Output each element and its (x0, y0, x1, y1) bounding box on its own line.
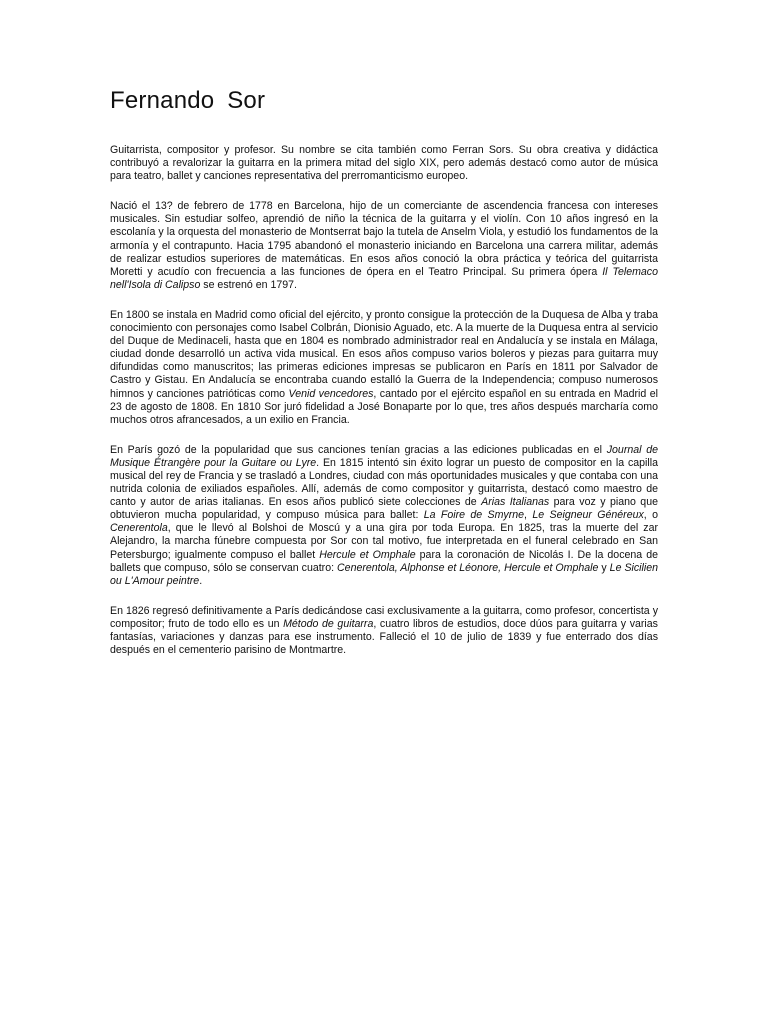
paragraph-text: En 1800 se instala en Madrid como oficial del ejército, y pronto consigue la protección de la Duquesa de Alba y traba conocimiento con personajes como Isabel Colbrán, Dionisio Aguado, etc. A la muerte de la Duquesa entra al servicio del Duque de Medinaceli, hasta que en 1804 es nombrado administrador real en Andalucía y se instala en Málaga, ciudad donde desarrolló un activa vida musical. En esos años compuso varios boleros y piezas para guitarra muy difundidas como manuscritos; las primeras ediciones impresas se publicaron en París en 1811 por Salvador de Castro y Gistau. En Andalucía se encontraba cuando estalló la Guerra de la Independencia; compuso numerosos himnos y canciones patrióticas como (110, 308, 658, 400)
italic-text: Cenerentola, Alphonse et Léonore, Hercule et Omphale (337, 561, 599, 574)
document-body (110, 144, 658, 657)
paragraph-text: , o (643, 509, 658, 522)
paragraph-text: se estrenó en 1797. (200, 278, 297, 291)
paragraph-text: para voz y piano que obtuvieron mucha popularidad, y compuso música para ballet: (110, 496, 658, 522)
paragraph-text: Nació el 13? de febrero de 1778 en Barcelona, hijo de un comerciante de ascendencia francesa con intereses musicales. Sin estudiar solfeo, aprendió de niño la técnica de la guitarra y el violín. Con 10 años ingresó en la escolanía y la orquesta del monasterio de Montserrat bajo la tutela de Anselm Viola, y estudió los fundamentos de la armonía y el contrapunto. Hacia 1795 abandonó el monasterio iniciando en Barcelona una carrera militar, además de realizar estudios superiores de matemáticas. En esos años conoció la obra práctica y teórica del guitarrista Moretti y acudío con frecuencia a las funciones de ópera en el Teatro Principal. Su primera ópera (110, 200, 658, 278)
paragraph-text: Guitarrista, compositor y profesor. Su nombre se cita también como Ferran Sors. Su obra creativa y didáctica contribuyó a revalorizar la guitarra en la primera mitad del siglo XIX, pero además destacó como autor de música para teatro, ballet y canciones representativa del prerromanticismo europeo. (110, 144, 658, 183)
paragraph-text: . (199, 574, 203, 587)
italic-text: Arias Italianas (481, 496, 550, 509)
document-page (110, 86, 658, 674)
document-title: Fernando Sor (110, 87, 266, 114)
italic-text: Il Telemaco nell'Isola di Calipso (110, 265, 658, 291)
paragraph-text: En 1826 regresó definitivamente a París dedicándose casi exclusivamente a la guitarra, como profesor, concertista y compositor; fruto de todo ello es un (110, 604, 658, 630)
paragraph-text: , cuatro libros de estudios, doce dúos para guitarra y varias fantasías, variaciones y danzas para ese instrumento. Falleció el 10 de julio de 1839 y fue enterrado dos días después en el cementerio parisino de Montmartre. (110, 617, 658, 657)
italic-text: Hercule et Omphale (319, 548, 416, 561)
italic-text: La Foire de Smyrne (423, 509, 525, 522)
paragraph (110, 444, 658, 588)
paragraph-text: En París gozó de la popularidad que sus canciones tenían gracias a las ediciones publicadas en el (110, 443, 607, 456)
paragraph (110, 144, 658, 183)
paragraph-text: para la coronación de Nicolás I. De la docena de ballets que compuso, sólo se conservan cuatro: (110, 548, 658, 574)
italic-text: Venid vencedores (288, 387, 374, 400)
italic-text: Cenerentola (110, 522, 168, 535)
paragraph (110, 605, 658, 657)
paragraph-text: , cantado por el ejército español en su entrada en Madrid el 23 de agosto de 1808. En 1810 Sor juró fidelidad a José Bonaparte por lo que, tres años después marcharía como muchos otros afrancesados, a un exilio en Francia. (110, 387, 658, 426)
paragraph (110, 200, 658, 292)
italic-text: Método de guitarra (283, 617, 374, 630)
italic-text: Le Seigneur Généreux (532, 509, 644, 522)
italic-text: Journal de Musique Étrangère pour la Guitare ou Lyre (110, 443, 658, 469)
paragraph-text: y (598, 561, 610, 574)
paragraph-text: , que le llevó al Bolshoi de Moscú y a una gira por toda Europa. En 1825, tras la muerte del zar Alejandro, la marcha fúnebre compuesta por Sor con tal motivo, fue interpretada en el funeral celebrado en San Petersburgo; igualmente compuso el ballet (110, 522, 658, 561)
paragraph-text: . En 1815 intentó sin éxito lograr un puesto de compositor en la capilla musical del rey de Francia y se trasladó a Londres, ciudad con más oportunidades musicales y que contaba con una nutrida colonia de exiliados españoles. Allí, además de como compositor y guitarrista, destacó como maestro de canto y autor de arias italianas. En esos años publicó siete colecciones de (110, 456, 658, 509)
italic-text: Le Sicilien ou L'Amour peintre (110, 561, 659, 587)
paragraph (110, 309, 658, 427)
paragraph-text: , (524, 509, 533, 522)
